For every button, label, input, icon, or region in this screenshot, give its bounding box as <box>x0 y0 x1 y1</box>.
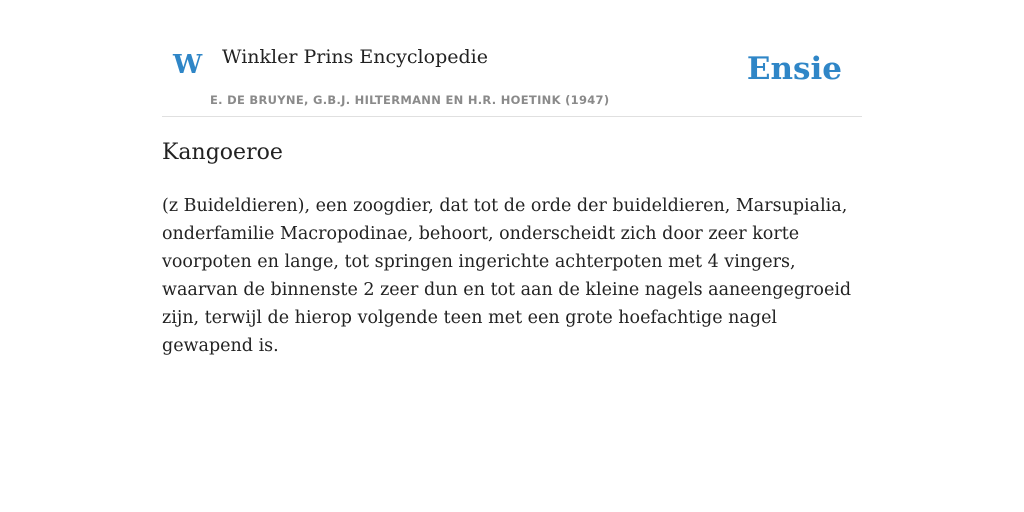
entry-title: Kangoeroe <box>162 140 283 165</box>
entry-body: (z Buideldieren), een zoogdier, dat tot de orde der buideldieren, Marsupialia, onderfamilie Macropodinae, behoort, onderscheidt zich door zeer korte voorpoten en lange, tot springen ingerichte achterpoten met 4 vingers, waarvan de binnenste 2 zeer dun en tot aan de kleine nagels aaneengegroeid zijn, terwijl de hierop volgende teen met een grote hoefachtige nagel gewapend is. <box>162 196 852 356</box>
source-title-link[interactable]: Winkler Prins Encyclopedie <box>222 46 488 68</box>
source-logo[interactable]: W <box>173 50 203 80</box>
source-authors: E. DE BRUYNE, G.B.J. HILTERMANN EN H.R. HOETINK (1947) <box>210 93 610 107</box>
ensie-brand-link[interactable]: Ensie <box>746 51 842 87</box>
source-header <box>162 0 862 117</box>
